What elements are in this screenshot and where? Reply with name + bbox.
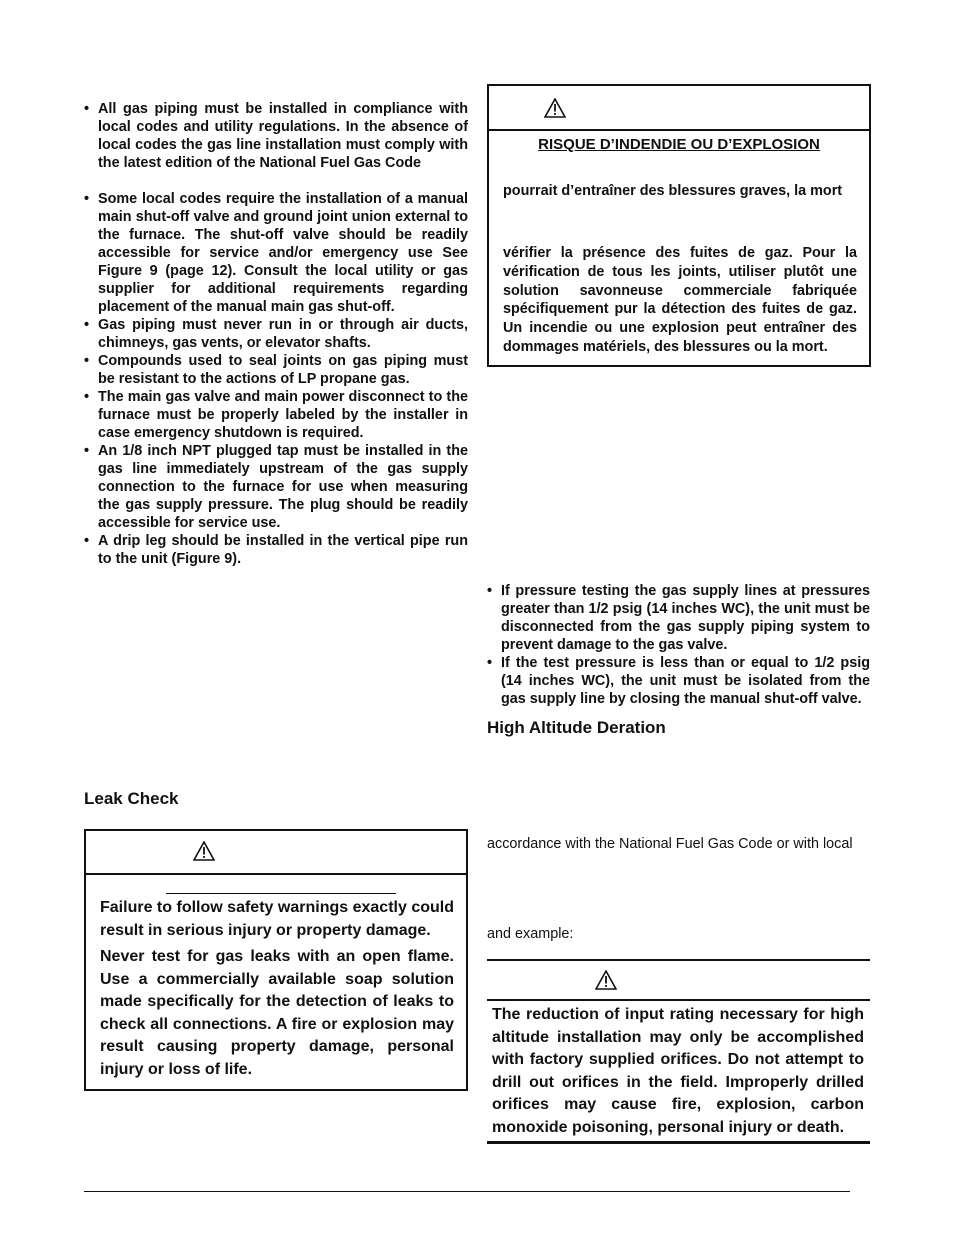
list-item: • An 1/8 inch NPT plugged tap must be installed in the gas line immediately upstream of the gas supply connection to the furnace for use when measuring the gas supply pressure. The plug should be readily accessible for service use. bbox=[84, 442, 468, 532]
left-bullet-list bbox=[84, 100, 468, 568]
french-para-2: vérifier la présence des fuites de gaz. Pour la vérification de tous les joints, utiliser plutôt une solution savonneuse commerciale fabriquée spécifiquement pur la détection des fuites de gaz. Un incendie ou une explosion peut entraîner des dommages matériels, des blessures ou la mort. bbox=[503, 245, 857, 355]
high-altitude-heading: High Altitude Deration bbox=[487, 718, 666, 737]
warning-line-1: Failure to follow safety warnings exactly could result in serious injury or property damage. bbox=[100, 899, 454, 939]
warning-triangle-icon bbox=[193, 841, 215, 861]
warning-box-header bbox=[86, 831, 466, 875]
french-box-title: RISQUE D’INDENDIE OU D’EXPLOSION bbox=[538, 136, 820, 153]
french-box-header bbox=[489, 86, 869, 131]
list-item: • If the test pressure is less than or equal to 1/2 psig (14 inches WC), the unit must be isolated from the gas supply line by closing the manual shut-off valve. bbox=[487, 654, 870, 708]
list-item: • Gas piping must never run in or through air ducts, chimneys, gas vents, or elevator shafts. bbox=[84, 316, 468, 352]
warning-box-header bbox=[487, 961, 870, 1001]
leak-check-heading: Leak Check bbox=[84, 789, 179, 808]
warning-triangle-icon bbox=[544, 98, 566, 118]
body-text-line: accordance with the National Fuel Gas Code or with local bbox=[487, 836, 853, 852]
high-altitude-warning-text: The reduction of input rating necessary for high altitude installation may only be accomplished with factory supplied orifices. Do not attempt to drill out orifices in the field. Improperly drilled orifices may cause fire, explosion, carbon monoxide poisoning, personal injury or death. bbox=[492, 1006, 864, 1136]
list-item: • Some local codes require the installation of a manual main shut-off valve and ground joint union external to the furnace. The shut-off valve should be readily accessible for service and/or emergency use See Figure 9 (page 12). Consult the local utility or gas supplier for additional requirements regarding placement of the manual main gas shut-off. bbox=[84, 190, 468, 316]
list-item: • All gas piping must be installed in compliance with local codes and utility regulations. In the absence of local codes the gas line installation must comply with the latest edition of the National Fuel Gas Code bbox=[84, 100, 468, 172]
leak-check-warning-box bbox=[84, 829, 468, 1091]
high-altitude-warning-box bbox=[487, 959, 870, 1144]
french-warning-box bbox=[487, 84, 871, 367]
french-para-1: pourrait d’entraîner des blessures graves, la mort bbox=[503, 183, 843, 199]
warning-line-2: Never test for gas leaks with an open flame. Use a commercially available soap solution made specifically for the detection of leaks to check all connections. A fire or explosion may result causing property damage, personal injury or loss of life. bbox=[100, 948, 454, 1078]
list-item: • The main gas valve and main power disconnect to the furnace must be properly labeled by the installer in case emergency shutdown is required. bbox=[84, 388, 468, 442]
footer-rule bbox=[84, 1191, 850, 1192]
body-text-line: and example: bbox=[487, 926, 574, 942]
list-item: • Compounds used to seal joints on gas piping must be resistant to the actions of LP propane gas. bbox=[84, 352, 468, 388]
list-item: • If pressure testing the gas supply lines at pressures greater than 1/2 psig (14 inches WC), the unit must be disconnected from the gas supply piping system to prevent damage to the gas valve. bbox=[487, 582, 870, 654]
warning-triangle-icon bbox=[595, 970, 617, 990]
warning-rule bbox=[166, 893, 396, 894]
right-bullet-list bbox=[487, 582, 870, 708]
list-item: • A drip leg should be installed in the vertical pipe run to the unit (Figure 9). bbox=[84, 532, 468, 568]
